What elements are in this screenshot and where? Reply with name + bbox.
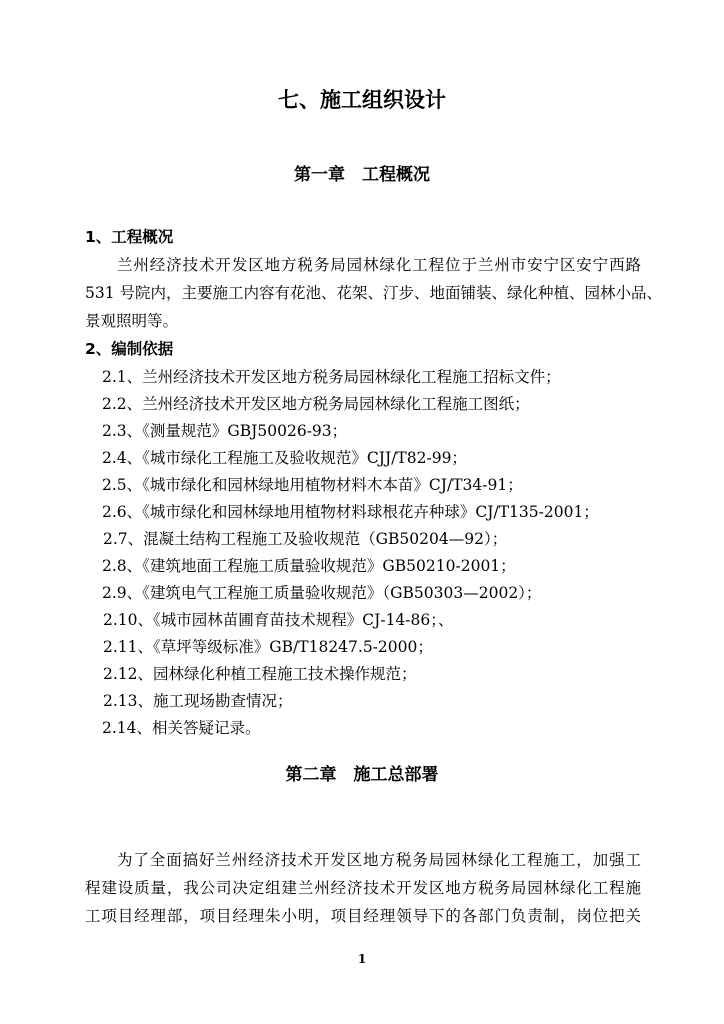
list-item: 2.7、混凝土结构工程施工及验收规范（GB50204—92）； bbox=[103, 530, 508, 548]
page-number: 1 bbox=[357, 952, 367, 966]
list-item: 2.14、相关答疑记录。 bbox=[102, 719, 261, 737]
paragraph-line: 程建设质量，我公司决定组建兰州经济技术开发区地方税务局园林绿化工程施 bbox=[85, 879, 641, 897]
list-item: 2.6、《城市绿化和园林绿地用植物材料球根花卉种球》CJ/T135-2001； bbox=[102, 503, 599, 521]
list-item: 2.5、《城市绿化和园林绿地用植物材料木本苗》CJ/T34-91； bbox=[102, 476, 523, 494]
list-item: 2.1、兰州经济技术开发区地方税务局园林绿化工程施工招标文件； bbox=[102, 368, 561, 386]
paragraph-line: 为了全面搞好兰州经济技术开发区地方税务局园林绿化工程施工，加强工 bbox=[117, 851, 641, 869]
section-2-heading: 2、编制依据 bbox=[85, 340, 174, 358]
list-item: 2.10、《城市园林苗圃育苗技术规程》CJ-14-86；、 bbox=[103, 611, 454, 629]
paragraph-line: 景观照明等。 bbox=[85, 312, 179, 330]
list-item: 2.4、《城市绿化工程施工及验收规范》CJJ/T82-99； bbox=[102, 449, 467, 467]
chapter-1-heading: 第一章 工程概况 bbox=[294, 165, 430, 185]
list-item: 2.11、《草坪等级标准》GB/T18247.5-2000； bbox=[103, 638, 433, 656]
paragraph-line: 工项目经理部，项目经理朱小明，项目经理领导下的各部门负责制，岗位把关 bbox=[85, 907, 641, 925]
paragraph-line: 兰州经济技术开发区地方税务局园林绿化工程位于兰州市安宁区安宁西路 bbox=[117, 256, 641, 274]
list-item: 2.9、《建筑电气工程施工质量验收规范》（GB50303—2002）； bbox=[102, 584, 542, 602]
section-1-heading: 1、工程概况 bbox=[85, 228, 174, 246]
list-item: 2.12、园林绿化种植工程施工技术操作规范； bbox=[103, 665, 417, 683]
paragraph-line: 531 号院内，主要施工内容有花池、花架、汀步、地面铺装、绿化种植、园林小品、 bbox=[85, 284, 663, 302]
document-title: 七、施工组织设计 bbox=[278, 87, 446, 112]
list-item: 2.8、《建筑地面工程施工质量验收规范》GB50210-2001； bbox=[102, 557, 516, 575]
list-item: 2.3、《测量规范》GBJ50026-93； bbox=[102, 422, 348, 440]
chapter-2-heading: 第二章 施工总部署 bbox=[285, 765, 439, 785]
list-item: 2.2、兰州经济技术开发区地方税务局园林绿化工程施工图纸； bbox=[102, 395, 530, 413]
list-item: 2.13、施工现场勘查情况； bbox=[103, 692, 293, 710]
